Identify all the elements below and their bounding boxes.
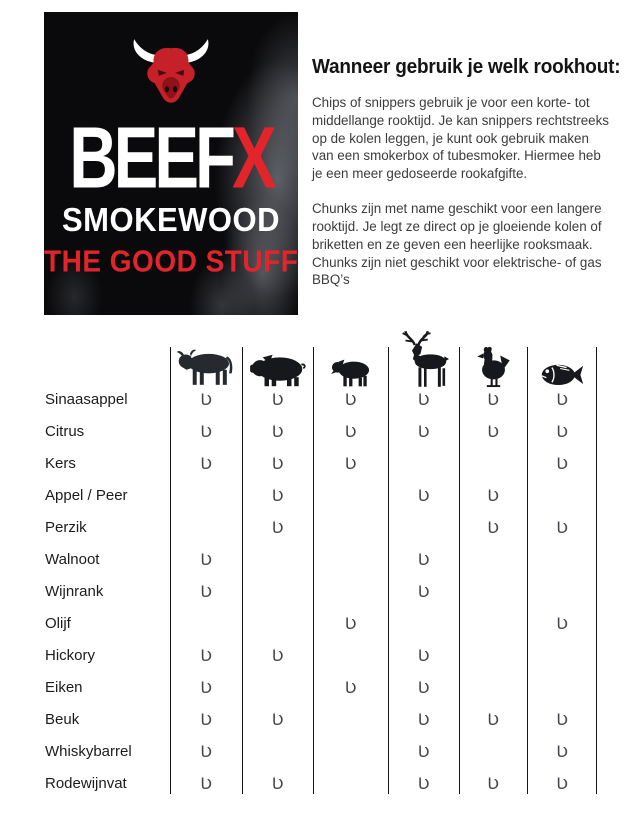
brand-name-beef: BEEF bbox=[69, 109, 232, 207]
brand-tagline: THE GOOD STUFF bbox=[44, 244, 298, 279]
check-mark: Ʋ bbox=[417, 773, 430, 793]
check-mark: Ʋ bbox=[200, 453, 212, 473]
wood-type-label: Wijnrank bbox=[45, 582, 104, 600]
wood-type-label: Perzik bbox=[45, 518, 87, 536]
animal-header-row bbox=[40, 330, 597, 376]
check-mark: Ʋ bbox=[200, 677, 212, 697]
check-mark: Ʋ bbox=[200, 645, 212, 665]
column-header-beef bbox=[175, 348, 237, 388]
wood-type-label: Whiskybarrel bbox=[45, 742, 132, 760]
table-row bbox=[40, 767, 597, 799]
column-header-fish bbox=[539, 360, 585, 388]
check-mark: Ʋ bbox=[487, 389, 499, 409]
wood-type-label: Kers bbox=[45, 454, 76, 472]
check-mark: Ʋ bbox=[487, 709, 499, 729]
check-mark: Ʋ bbox=[344, 389, 357, 409]
table-row bbox=[40, 479, 597, 511]
check-mark: Ʋ bbox=[417, 581, 430, 601]
check-mark: Ʋ bbox=[200, 389, 212, 409]
check-mark: Ʋ bbox=[344, 453, 357, 473]
check-mark: Ʋ bbox=[556, 709, 568, 729]
check-mark: Ʋ bbox=[487, 421, 499, 441]
check-mark: Ʋ bbox=[200, 709, 212, 729]
wood-type-label: Olijf bbox=[45, 614, 71, 632]
check-mark: Ʋ bbox=[417, 421, 430, 441]
check-mark: Ʋ bbox=[487, 485, 499, 505]
table-row bbox=[40, 511, 597, 543]
brand-logo bbox=[44, 12, 298, 315]
table-row bbox=[40, 671, 597, 703]
wood-type-label: Walnoot bbox=[45, 550, 100, 568]
table-row bbox=[40, 447, 597, 479]
table-row bbox=[40, 383, 597, 415]
wood-type-label: Sinaasappel bbox=[45, 390, 128, 408]
check-mark: Ʋ bbox=[344, 421, 357, 441]
check-mark: Ʋ bbox=[556, 421, 568, 441]
check-mark: Ʋ bbox=[556, 773, 568, 793]
brand-name-x: X bbox=[232, 109, 273, 207]
wood-type-label: Appel / Peer bbox=[45, 486, 128, 504]
check-mark: Ʋ bbox=[417, 485, 430, 505]
pig-icon bbox=[249, 352, 307, 388]
check-mark: Ʋ bbox=[556, 453, 568, 473]
check-mark: Ʋ bbox=[271, 517, 284, 537]
check-mark: Ʋ bbox=[271, 773, 284, 793]
check-mark: Ʋ bbox=[344, 677, 357, 697]
check-mark: Ʋ bbox=[271, 421, 284, 441]
check-mark: Ʋ bbox=[271, 709, 284, 729]
check-mark: Ʋ bbox=[417, 709, 430, 729]
fish-icon bbox=[539, 360, 585, 388]
lamb-icon bbox=[331, 358, 371, 388]
table-row bbox=[40, 543, 597, 575]
wood-type-label: Citrus bbox=[45, 422, 85, 440]
check-mark: Ʋ bbox=[200, 549, 212, 569]
page-title: Wanneer gebruik je welk rookhout: bbox=[312, 56, 621, 79]
check-mark: Ʋ bbox=[417, 645, 430, 665]
column-divider bbox=[242, 347, 243, 794]
check-mark: Ʋ bbox=[271, 389, 284, 409]
column-divider bbox=[527, 347, 528, 794]
check-mark: Ʋ bbox=[417, 389, 430, 409]
table-row bbox=[40, 575, 597, 607]
column-divider bbox=[313, 347, 314, 794]
column-divider bbox=[459, 347, 460, 794]
wood-type-label: Rodewijnvat bbox=[45, 774, 127, 792]
deer-icon bbox=[399, 330, 449, 388]
column-header-pork bbox=[249, 352, 307, 388]
matrix-rows bbox=[40, 383, 597, 799]
cow-icon bbox=[175, 348, 237, 388]
check-mark: Ʋ bbox=[417, 677, 430, 697]
column-divider bbox=[388, 347, 389, 794]
intro-section bbox=[312, 56, 620, 306]
wood-type-label: Beuk bbox=[45, 710, 80, 728]
check-mark: Ʋ bbox=[271, 645, 284, 665]
table-row bbox=[40, 703, 597, 735]
check-mark: Ʋ bbox=[200, 741, 212, 761]
intro-paragraph-chips: Chips of snippers gebruik je voor een korte- tot middellange rooktijd. Je kan snippers rechtstreeks op de kolen leggen, je kunt ook gebruik maken van een smokerbox of tubesmoker. Hiermee heb je een meer gedoseerde rookafgifte. bbox=[312, 95, 609, 182]
check-mark: Ʋ bbox=[556, 517, 568, 537]
check-mark: Ʋ bbox=[487, 517, 499, 537]
chicken-icon bbox=[476, 346, 511, 388]
table-row bbox=[40, 415, 597, 447]
column-header-venison bbox=[399, 330, 449, 388]
table-row bbox=[40, 639, 597, 671]
intro-paragraph-chunks: Chunks zijn met name geschikt voor een langere rooktijd. Je legt ze direct op je gloeiende kolen of briketten en ze geven een heerlijke rooksmaak. Chunks zijn niet geschikt voor elektrische- of gas BBQ’s bbox=[312, 201, 602, 288]
brand-name bbox=[44, 108, 298, 208]
check-mark: Ʋ bbox=[556, 389, 568, 409]
check-mark: Ʋ bbox=[487, 773, 499, 793]
check-mark: Ʋ bbox=[271, 453, 284, 473]
brand-subtitle: SMOKEWOOD bbox=[61, 201, 281, 239]
column-header-lamb bbox=[331, 358, 371, 388]
check-mark: Ʋ bbox=[271, 485, 284, 505]
check-mark: Ʋ bbox=[556, 741, 568, 761]
wood-animal-matrix bbox=[40, 330, 597, 800]
column-header-poultry bbox=[476, 346, 511, 388]
table-row bbox=[40, 735, 597, 767]
wood-type-label: Eiken bbox=[45, 678, 83, 696]
check-mark: Ʋ bbox=[556, 613, 568, 633]
column-divider bbox=[596, 347, 597, 794]
check-mark: Ʋ bbox=[417, 549, 430, 569]
check-mark: Ʋ bbox=[344, 613, 357, 633]
wood-type-label: Hickory bbox=[45, 646, 96, 664]
check-mark: Ʋ bbox=[200, 581, 212, 601]
check-mark: Ʋ bbox=[200, 773, 212, 793]
check-mark: Ʋ bbox=[417, 741, 430, 761]
check-mark: Ʋ bbox=[200, 421, 212, 441]
column-divider bbox=[170, 347, 171, 794]
table-row bbox=[40, 607, 597, 639]
